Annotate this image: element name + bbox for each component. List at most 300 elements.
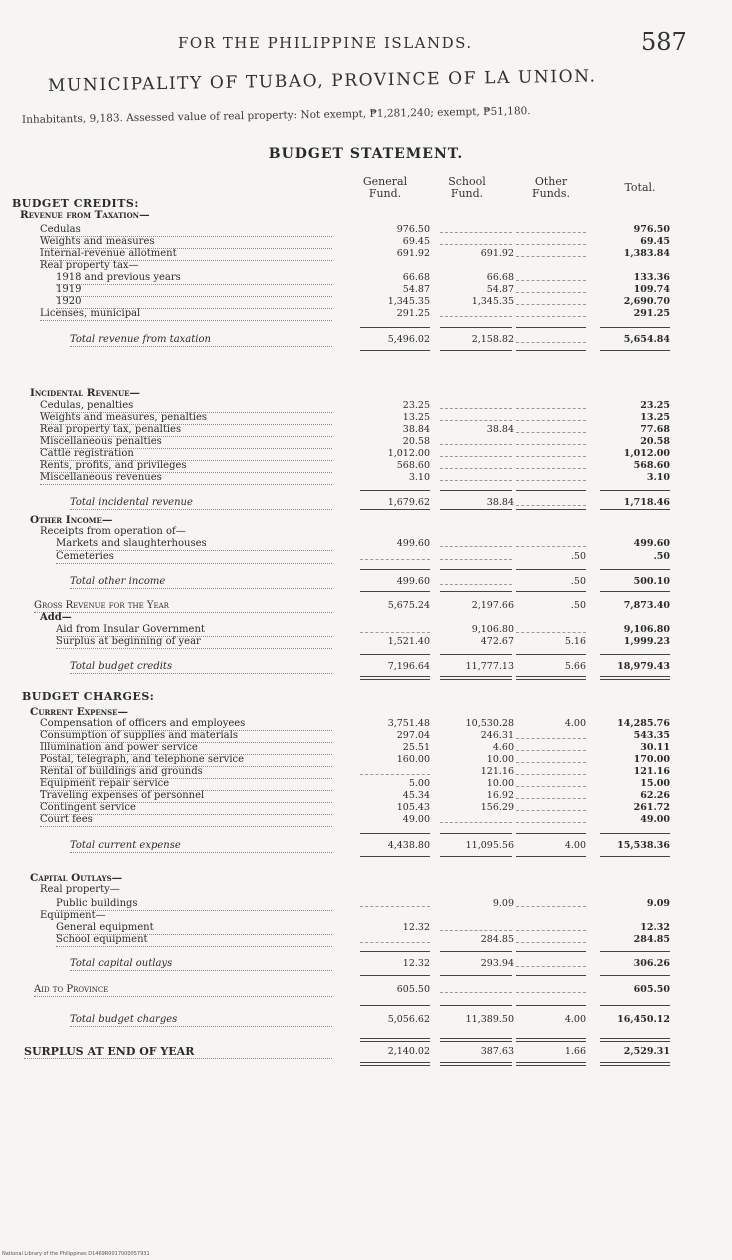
- cell-general: 691.92: [396, 248, 430, 259]
- total-rule: [516, 1005, 586, 1006]
- row-label: Rental of buildings and grounds: [40, 766, 332, 779]
- cell-other: 1.66: [564, 1046, 586, 1057]
- row-label: Cemeteries: [56, 551, 332, 564]
- total-rule: [440, 1005, 512, 1006]
- blank-cell-other: [516, 420, 586, 422]
- final-rule: [440, 1062, 512, 1066]
- blank-cell-school: [440, 244, 512, 246]
- cell-general: 49.00: [402, 814, 430, 825]
- cell-general: 605.50: [396, 984, 430, 995]
- cell-general: 23.25: [402, 400, 430, 411]
- total-rule: [360, 569, 430, 570]
- total-rule: [516, 676, 586, 680]
- cell-total: 30.11: [640, 742, 670, 753]
- total-rule: [600, 490, 670, 491]
- cell-total: 20.58: [640, 436, 670, 447]
- row-label: Aid to Province: [34, 984, 332, 997]
- cell-general: 1,521.40: [387, 636, 430, 647]
- cell-total: 23.25: [640, 400, 670, 411]
- cell-general: 5,675.24: [387, 600, 430, 611]
- table-row: [0, 209, 700, 221]
- row-label: 1919: [56, 284, 332, 297]
- table-row: [0, 412, 700, 424]
- blank-cell-other: [516, 280, 586, 282]
- cell-general: 66.68: [402, 272, 430, 283]
- row-label: Total current expense: [70, 840, 332, 853]
- cell-general: 7,196.64: [387, 661, 430, 672]
- blank-cell-other: [516, 444, 586, 446]
- blank-cell-other: [516, 256, 586, 258]
- blank-cell-school: [440, 546, 512, 548]
- cell-school: 387.63: [480, 1046, 514, 1057]
- table-row: [0, 1014, 700, 1026]
- cell-total: 9,106.80: [623, 624, 670, 635]
- cell-general: 12.32: [402, 922, 430, 933]
- row-label: Cattle registration: [40, 448, 332, 461]
- row-label: Postal, telegraph, and telephone service: [40, 754, 332, 767]
- total-rule: [516, 490, 586, 491]
- total-rule: [360, 1005, 430, 1006]
- blank-cell-other: [516, 480, 586, 482]
- row-label: Real property tax, penalties: [40, 424, 332, 437]
- cell-school: 293.94: [480, 958, 514, 969]
- blank-cell-other: [516, 292, 586, 294]
- total-rule: [600, 350, 670, 351]
- total-rule: [360, 951, 430, 952]
- cell-general: 4,438.80: [387, 840, 430, 851]
- table-row: [0, 958, 700, 970]
- cell-school: 11,389.50: [465, 1014, 514, 1025]
- blank-cell-other: [516, 774, 586, 776]
- cell-total: 170.00: [633, 754, 670, 765]
- cell-other: 5.66: [564, 661, 586, 672]
- total-rule: [360, 975, 430, 976]
- table-row: [0, 334, 700, 346]
- total-rule: [360, 1038, 430, 1042]
- total-rule: [440, 569, 512, 570]
- total-rule: [360, 490, 430, 491]
- blank-cell-other: [516, 786, 586, 788]
- blank-cell-other: [516, 906, 586, 908]
- table-row: [0, 424, 700, 436]
- total-rule: [440, 654, 512, 655]
- row-label: Markets and slaughterhouses: [56, 538, 332, 551]
- total-rule: [440, 327, 512, 328]
- total-rule: [440, 951, 512, 952]
- row-label: Cedulas, penalties: [40, 400, 332, 413]
- total-rule: [600, 833, 670, 834]
- table-row: [0, 802, 700, 814]
- cell-general: 1,012.00: [387, 448, 430, 459]
- total-rule: [440, 591, 512, 592]
- cell-general: 105.43: [396, 802, 430, 813]
- cell-school: 11,095.56: [465, 840, 514, 851]
- row-label: Aid from Insular Government: [56, 624, 332, 637]
- cell-total: 306.26: [633, 958, 670, 969]
- cell-total: 7,873.40: [623, 600, 670, 611]
- table-row: [0, 872, 700, 884]
- cell-school: 38.84: [486, 424, 514, 435]
- cell-general: 499.60: [396, 538, 430, 549]
- cell-school: 246.31: [480, 730, 514, 741]
- blank-cell-other: [516, 632, 586, 634]
- total-rule: [440, 490, 512, 491]
- total-rule: [440, 833, 512, 834]
- cell-total: 261.72: [633, 802, 670, 813]
- cell-total: 291.25: [633, 308, 670, 319]
- total-rule: [600, 654, 670, 655]
- total-rule: [600, 1005, 670, 1006]
- blank-cell-school: [440, 992, 512, 994]
- footer-note: National Library of the Philippines D1469R0017000057931: [2, 1251, 150, 1257]
- blank-cell-other: [516, 966, 586, 968]
- row-label: Total revenue from taxation: [70, 334, 332, 347]
- blank-cell-school: [440, 584, 512, 586]
- row-label: Weights and measures: [40, 236, 332, 249]
- cell-total: 499.60: [633, 538, 670, 549]
- row-label: Equipment—: [40, 910, 106, 921]
- cell-general: 38.84: [402, 424, 430, 435]
- total-rule: [360, 509, 430, 510]
- cell-total: 1,999.23: [623, 636, 670, 647]
- budget-statement-heading: BUDGET STATEMENT.: [268, 146, 464, 162]
- cell-total: 284.85: [633, 934, 670, 945]
- cell-total: 77.68: [640, 424, 670, 435]
- cell-general: 3,751.48: [387, 718, 430, 729]
- row-label: Equipment repair service: [40, 778, 332, 791]
- cell-total: 14,285.76: [617, 718, 670, 729]
- total-rule: [516, 1038, 586, 1042]
- row-label: Total capital outlays: [70, 958, 332, 971]
- table-row: [0, 1046, 700, 1058]
- blank-cell-other: [516, 992, 586, 994]
- blank-cell-school: [440, 420, 512, 422]
- cell-general: 69.45: [402, 236, 430, 247]
- blank-cell-other: [516, 468, 586, 470]
- total-rule: [440, 975, 512, 976]
- row-label: Illumination and power service: [40, 742, 332, 755]
- blank-cell-other: [516, 432, 586, 434]
- cell-general: 25.51: [402, 742, 430, 753]
- table-row: [0, 922, 700, 934]
- table-row: [0, 706, 700, 718]
- cell-general: 976.50: [396, 224, 430, 235]
- blank-cell-school: [440, 232, 512, 234]
- table-row: [0, 236, 700, 248]
- total-rule: [600, 591, 670, 592]
- total-rule: [360, 591, 430, 592]
- row-label: Weights and measures, penalties: [40, 412, 332, 425]
- row-label: Receipts from operation of—: [40, 526, 186, 537]
- table-row: [0, 624, 700, 636]
- cell-total: 13.25: [640, 412, 670, 423]
- cell-general: 1,679.62: [387, 497, 430, 508]
- cell-school: 10.00: [486, 778, 514, 789]
- cell-school: 4.60: [492, 742, 514, 753]
- row-label: Compensation of officers and employees: [40, 718, 332, 731]
- blank-cell-other: [516, 930, 586, 932]
- final-rule: [600, 1062, 670, 1066]
- row-label: Incidental Revenue—: [30, 387, 140, 399]
- blank-cell-other: [516, 798, 586, 800]
- blank-cell-other: [516, 750, 586, 752]
- total-rule: [360, 350, 430, 351]
- cell-other: 4.00: [564, 718, 586, 729]
- table-row: [0, 910, 700, 922]
- blank-cell-school: [440, 456, 512, 458]
- cell-total: 133.36: [633, 272, 670, 283]
- total-rule: [360, 654, 430, 655]
- row-label: General equipment: [56, 922, 332, 935]
- page-number: 587: [641, 28, 687, 56]
- table-row: [0, 497, 700, 509]
- cell-total: 18,979.43: [617, 661, 670, 672]
- table-row: [0, 400, 700, 412]
- table-row: [0, 840, 700, 852]
- cell-other: .50: [570, 551, 586, 562]
- blank-cell-other: [516, 810, 586, 812]
- table-row: [0, 224, 700, 236]
- cell-total: 15,538.36: [617, 840, 670, 851]
- blank-cell-other: [516, 505, 586, 507]
- row-label: School equipment: [56, 934, 332, 947]
- total-rule: [516, 856, 586, 857]
- table-row: [0, 472, 700, 484]
- total-rule: [516, 591, 586, 592]
- row-label: 1920: [56, 296, 332, 309]
- row-label: Miscellaneous penalties: [40, 436, 332, 449]
- cell-total: 121.16: [633, 766, 670, 777]
- total-rule: [360, 676, 430, 680]
- total-rule: [600, 327, 670, 328]
- table-row: [0, 612, 700, 624]
- cell-total: 109.74: [633, 284, 670, 295]
- blank-cell-other: [516, 546, 586, 548]
- table-row: [0, 754, 700, 766]
- blank-cell-other: [516, 304, 586, 306]
- row-label: Internal-revenue allotment: [40, 248, 332, 261]
- cell-general: 291.25: [396, 308, 430, 319]
- table-row: [0, 460, 700, 472]
- row-label: Real property tax—: [40, 260, 139, 271]
- blank-cell-other: [516, 342, 586, 344]
- row-label: Surplus at beginning of year: [56, 636, 332, 649]
- blank-cell-other: [516, 244, 586, 246]
- cell-general: 5,056.62: [387, 1014, 430, 1025]
- table-row: [0, 538, 700, 550]
- cell-school: 156.29: [480, 802, 514, 813]
- table-row: [0, 730, 700, 742]
- total-rule: [600, 509, 670, 510]
- total-rule: [440, 1038, 512, 1042]
- final-rule: [516, 1062, 586, 1066]
- cell-total: 500.10: [633, 576, 670, 587]
- total-rule: [516, 654, 586, 655]
- cell-total: 2,690.70: [623, 296, 670, 307]
- cell-total: 568.60: [633, 460, 670, 471]
- table-row: [0, 248, 700, 260]
- cell-total: 49.00: [640, 814, 670, 825]
- row-label: Current Expense—: [30, 706, 129, 718]
- total-rule: [360, 327, 430, 328]
- col-school-fund: School Fund.: [448, 175, 486, 200]
- total-rule: [360, 833, 430, 834]
- blank-cell-other: [516, 408, 586, 410]
- table-row: [0, 296, 700, 308]
- table-row: [0, 526, 700, 538]
- row-label: SURPLUS AT END OF YEAR: [24, 1046, 332, 1059]
- table-row: [0, 387, 700, 399]
- blank-cell-other: [516, 738, 586, 740]
- total-rule: [600, 856, 670, 857]
- row-label: Consumption of supplies and materials: [40, 730, 332, 743]
- cell-total: 543.35: [633, 730, 670, 741]
- cell-total: 16,450.12: [617, 1014, 670, 1025]
- row-label: Public buildings: [56, 898, 332, 911]
- table-row: [0, 260, 700, 272]
- cell-total: 12.32: [640, 922, 670, 933]
- cell-general: 2,140.02: [387, 1046, 430, 1057]
- municipality-title: MUNICIPALITY OF TUBAO, PROVINCE OF LA UNION.: [47, 66, 597, 96]
- blank-cell-school: [440, 408, 512, 410]
- total-rule: [440, 509, 512, 510]
- cell-school: 66.68: [486, 272, 514, 283]
- cell-other: .50: [570, 576, 586, 587]
- cell-school: 284.85: [480, 934, 514, 945]
- table-row: [0, 766, 700, 778]
- table-row: [0, 934, 700, 946]
- table-row: [0, 272, 700, 284]
- row-label: Gross Revenue for the Year: [34, 600, 332, 613]
- cell-general: 160.00: [396, 754, 430, 765]
- cell-total: 5,654.84: [623, 334, 670, 345]
- table-row: [0, 814, 700, 826]
- cell-general: 54.87: [402, 284, 430, 295]
- blank-cell-school: [440, 316, 512, 318]
- row-label: Licenses, municipal: [40, 308, 332, 321]
- cell-school: 10.00: [486, 754, 514, 765]
- total-rule: [516, 350, 586, 351]
- cell-school: 9,106.80: [471, 624, 514, 635]
- table-row: [0, 308, 700, 320]
- total-rule: [600, 676, 670, 680]
- row-label: Contingent service: [40, 802, 332, 815]
- cell-school: 472.67: [480, 636, 514, 647]
- cell-total: 15.00: [640, 778, 670, 789]
- cell-other: 5.16: [564, 636, 586, 647]
- cell-school: 2,197.66: [471, 600, 514, 611]
- table-row: [0, 636, 700, 648]
- cell-school: 1,345.35: [471, 296, 514, 307]
- running-head: [0, 28, 732, 60]
- blank-cell-school: [440, 468, 512, 470]
- row-label: Capital Outlays—: [30, 872, 123, 884]
- row-label: 1918 and previous years: [56, 272, 332, 285]
- blank-cell-school: [440, 480, 512, 482]
- total-rule: [440, 676, 512, 680]
- total-rule: [600, 569, 670, 570]
- total-rule: [440, 350, 512, 351]
- cell-school: 38.84: [486, 497, 514, 508]
- table-row: [0, 514, 700, 526]
- cell-other: 4.00: [564, 840, 586, 851]
- row-label: Cedulas: [40, 224, 332, 237]
- table-row: [0, 898, 700, 910]
- cell-general: 5,496.02: [387, 334, 430, 345]
- cell-school: 121.16: [480, 766, 514, 777]
- cell-general: 297.04: [396, 730, 430, 741]
- cell-general: 12.32: [402, 958, 430, 969]
- table-row: [0, 661, 700, 673]
- cell-school: 11,777.13: [465, 661, 514, 672]
- row-label: Rents, profits, and privileges: [40, 460, 332, 473]
- cell-total: 62.26: [640, 790, 670, 801]
- inhabitants-line: Inhabitants, 9,183. Assessed value of real property: Not exempt, ₱1,281,240; exempt, ₱51,180.: [21, 105, 531, 126]
- total-rule: [440, 856, 512, 857]
- total-rule: [516, 951, 586, 952]
- total-rule: [600, 1038, 670, 1042]
- cell-total: .50: [653, 551, 670, 562]
- table-row: [0, 778, 700, 790]
- table-row: [0, 551, 700, 563]
- blank-cell-general: [360, 942, 430, 944]
- blank-cell-school: [440, 559, 512, 561]
- cell-school: 54.87: [486, 284, 514, 295]
- running-title: FOR THE PHILIPPINE ISLANDS.: [178, 34, 473, 52]
- cell-general: 499.60: [396, 576, 430, 587]
- table-row: [0, 742, 700, 754]
- table-row: [0, 448, 700, 460]
- table-row: [0, 284, 700, 296]
- cell-school: 9.09: [492, 898, 514, 909]
- cell-general: 5.00: [408, 778, 430, 789]
- final-rule: [360, 1062, 430, 1066]
- row-label: Add—: [40, 612, 72, 623]
- cell-general: 20.58: [402, 436, 430, 447]
- total-rule: [516, 833, 586, 834]
- blank-cell-other: [516, 942, 586, 944]
- blank-cell-school: [440, 930, 512, 932]
- row-label: Other Income—: [30, 514, 113, 526]
- cell-general: 568.60: [396, 460, 430, 471]
- cell-school: 16.92: [486, 790, 514, 801]
- cell-total: 1,383.84: [623, 248, 670, 259]
- row-label: Revenue from Taxation—: [20, 209, 150, 221]
- blank-cell-school: [440, 444, 512, 446]
- cell-total: 1,718.46: [623, 497, 670, 508]
- row-label: Total budget charges: [70, 1014, 332, 1027]
- total-rule: [516, 975, 586, 976]
- blank-cell-other: [516, 316, 586, 318]
- table-row: [0, 984, 700, 996]
- cell-total: 1,012.00: [623, 448, 670, 459]
- row-label: Court fees: [40, 814, 332, 827]
- row-label: Total incidental revenue: [70, 497, 332, 510]
- cell-general: 45.34: [402, 790, 430, 801]
- cell-school: 10,530.28: [465, 718, 514, 729]
- blank-cell-other: [516, 456, 586, 458]
- cell-general: 13.25: [402, 412, 430, 423]
- table-row: [0, 600, 700, 612]
- total-rule: [516, 569, 586, 570]
- col-general-fund: General Fund.: [362, 175, 408, 200]
- cell-total: 3.10: [646, 472, 670, 483]
- total-rule: [600, 951, 670, 952]
- blank-cell-other: [516, 822, 586, 824]
- blank-cell-general: [360, 632, 430, 634]
- section-budget-charges: BUDGET CHARGES:: [22, 690, 155, 703]
- cell-total: 9.09: [646, 898, 670, 909]
